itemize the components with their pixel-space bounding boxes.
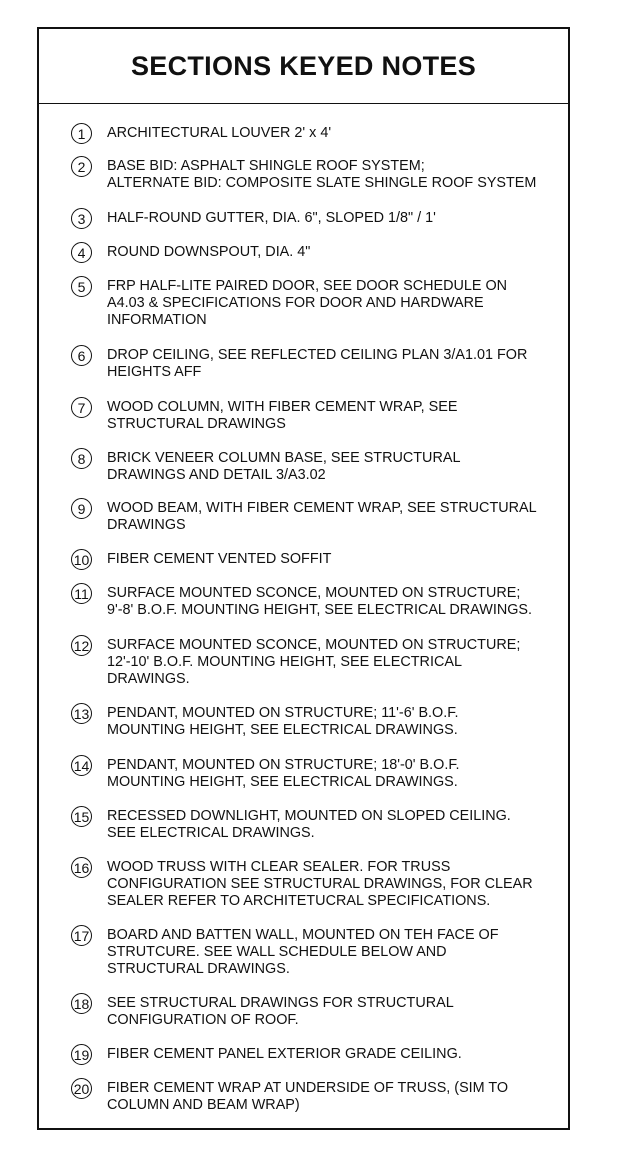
- note-text: ARCHITECTURAL LOUVER 2' x 4': [107, 125, 332, 141]
- keyed-note-8: [71, 450, 562, 484]
- keyed-note-7: [71, 399, 562, 433]
- note-number-circle: 3: [71, 208, 92, 229]
- note-number-circle: 9: [71, 498, 92, 519]
- note-text: BASE BID: ASPHALT SHINGLE ROOF SYSTEM; ALTERNATE BID: COMPOSITE SLATE SHINGLE ROOF SYSTEM: [107, 158, 537, 191]
- note-number-circle: 14: [71, 755, 92, 776]
- note-number-circle: 7: [71, 397, 92, 418]
- note-text: PENDANT, MOUNTED ON STRUCTURE; 11'-6' B.O.F. MOUNTING HEIGHT, SEE ELECTRICAL DRAWINGS.: [107, 705, 459, 738]
- note-number-circle: 12: [71, 635, 92, 656]
- keyed-note-5: [71, 278, 562, 329]
- note-text: HALF-ROUND GUTTER, DIA. 6", SLOPED 1/8" / 1': [107, 210, 436, 226]
- note-text: PENDANT, MOUNTED ON STRUCTURE; 18'-0' B.O.F. MOUNTING HEIGHT, SEE ELECTRICAL DRAWINGS.: [107, 757, 460, 790]
- note-text: DROP CEILING, SEE REFLECTED CEILING PLAN 3/A1.01 FOR HEIGHTS AFF: [107, 347, 528, 380]
- keyed-note-11: [71, 585, 562, 619]
- note-number-circle: 16: [71, 857, 92, 878]
- note-text: WOOD COLUMN, WITH FIBER CEMENT WRAP, SEE STRUCTURAL DRAWINGS: [107, 399, 458, 432]
- keyed-note-17: [71, 927, 562, 978]
- note-text: WOOD TRUSS WITH CLEAR SEALER. FOR TRUSS CONFIGURATION SEE STRUCTURAL DRAWINGS, FOR CLEAR SEALER REFER TO ARCHITETUCRAL SPECIFICATIONS.: [107, 859, 533, 909]
- note-number-circle: 19: [71, 1044, 92, 1065]
- note-number-circle: 8: [71, 448, 92, 469]
- note-number-circle: 15: [71, 806, 92, 827]
- keyed-note-4: [71, 244, 562, 263]
- note-number-circle: 20: [71, 1078, 92, 1099]
- note-number-circle: 11: [71, 583, 92, 604]
- keyed-note-16: [71, 859, 562, 910]
- title-bar: [39, 29, 568, 104]
- note-number-circle: 13: [71, 703, 92, 724]
- keyed-notes-sheet: [37, 27, 570, 1130]
- note-text: SURFACE MOUNTED SCONCE, MOUNTED ON STRUCTURE; 9'-8' B.O.F. MOUNTING HEIGHT, SEE ELECTRICAL DRAWINGS.: [107, 585, 533, 618]
- note-number-circle: 2: [71, 156, 92, 177]
- note-number-circle: 6: [71, 345, 92, 366]
- note-number-circle: 5: [71, 276, 92, 297]
- note-text: RECESSED DOWNLIGHT, MOUNTED ON SLOPED CEILING. SEE ELECTRICAL DRAWINGS.: [107, 808, 511, 841]
- note-text: FIBER CEMENT PANEL EXTERIOR GRADE CEILING.: [107, 1046, 462, 1062]
- note-number-circle: 17: [71, 925, 92, 946]
- keyed-note-12: [71, 637, 562, 688]
- keyed-note-20: [71, 1080, 562, 1114]
- note-number-circle: 18: [71, 993, 92, 1014]
- keyed-note-18: [71, 995, 562, 1029]
- sheet-title: SECTIONS KEYED NOTES: [130, 50, 477, 81]
- keyed-note-15: [71, 808, 562, 842]
- note-text: FIBER CEMENT WRAP AT UNDERSIDE OF TRUSS, (SIM TO COLUMN AND BEAM WRAP): [107, 1080, 509, 1113]
- keyed-note-10: [71, 551, 562, 570]
- note-text: ROUND DOWNSPOUT, DIA. 4": [107, 244, 311, 260]
- note-text: SURFACE MOUNTED SCONCE, MOUNTED ON STRUCTURE; 12'-10' B.O.F. MOUNTING HEIGHT, SEE ELECTRICAL DRAWINGS.: [107, 637, 521, 687]
- keyed-note-13: [71, 705, 562, 739]
- note-text: SEE STRUCTURAL DRAWINGS FOR STRUCTURAL CONFIGURATION OF ROOF.: [107, 995, 454, 1028]
- note-text: WOOD BEAM, WITH FIBER CEMENT WRAP, SEE STRUCTURAL DRAWINGS: [107, 500, 537, 533]
- keyed-note-1: [71, 125, 562, 144]
- keyed-note-14: [71, 757, 562, 791]
- keyed-note-19: [71, 1046, 562, 1065]
- note-text: FRP HALF-LITE PAIRED DOOR, SEE DOOR SCHEDULE ON A4.03 & SPECIFICATIONS FOR DOOR AND HARDWARE INFORMATION: [107, 278, 508, 328]
- note-number-circle: 4: [71, 242, 92, 263]
- keyed-note-3: [71, 210, 562, 229]
- note-text: BRICK VENEER COLUMN BASE, SEE STRUCTURAL DRAWINGS AND DETAIL 3/A3.02: [107, 450, 461, 483]
- note-text: FIBER CEMENT VENTED SOFFIT: [107, 551, 332, 567]
- keyed-note-9: [71, 500, 562, 534]
- note-number-circle: 10: [71, 549, 92, 570]
- keyed-note-6: [71, 347, 562, 381]
- note-number-circle: 1: [71, 123, 92, 144]
- keyed-note-2: [71, 158, 562, 192]
- note-text: BOARD AND BATTEN WALL, MOUNTED ON TEH FACE OF STRUTCURE. SEE WALL SCHEDULE BELOW AND STRUCTURAL DRAWINGS.: [107, 927, 499, 977]
